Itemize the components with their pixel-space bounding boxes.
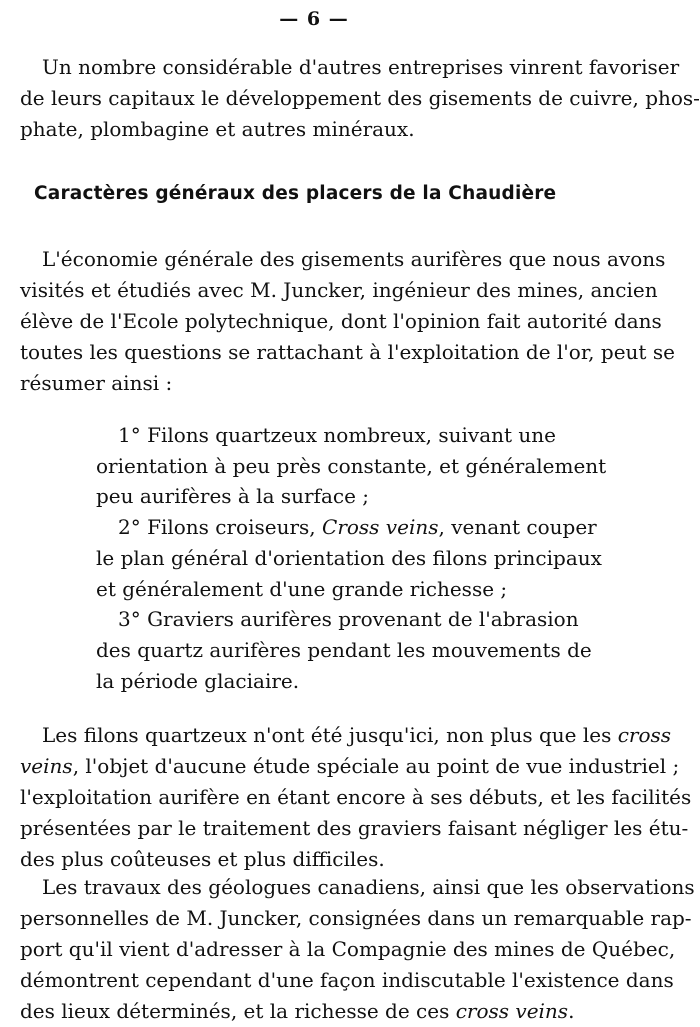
- travaux-line: personnelles de M. Juncker, consignées dans un remarquable rap-: [20, 906, 692, 930]
- list-item-3-line: 3° Graviers aurifères provenant de l'abrasion: [118, 607, 579, 632]
- summary-line: visités et étudiés avec M. Juncker, ingénieur des mines, ancien: [20, 278, 658, 302]
- list-item-2-line: le plan général d'orientation des filons principaux: [96, 545, 602, 570]
- travaux-line: [20, 996, 612, 1027]
- list-item-1-line: 1° Filons quartzeux nombreux, suivant une: [118, 423, 556, 447]
- travaux-line: Les travaux des géologues canadiens, ainsi que les observations: [42, 875, 695, 899]
- list-item-2-italic: Cross veins: [322, 515, 439, 540]
- filons-italic: cross: [617, 723, 672, 747]
- filons-line: [20, 720, 672, 751]
- filons-paragraph: [20, 720, 692, 875]
- travaux-paragraph: [20, 872, 695, 1027]
- filons-text: , l'objet d'aucune étude spéciale au point de vue industriel ;: [72, 754, 680, 778]
- travaux-line: port qu'il vient d'adresser à la Compagnie des mines de Québec,: [20, 937, 676, 961]
- list-item-2-line: et généralement d'une grande richesse ;: [96, 576, 508, 601]
- summary-line: L'économie générale des gisements aurifères que nous avons: [42, 247, 666, 271]
- intro-paragraph: [20, 52, 700, 145]
- summary-line: résumer ainsi :: [20, 371, 173, 395]
- numbered-list: [96, 420, 607, 696]
- summary-paragraph: [20, 244, 675, 399]
- filons-line: l'exploitation aurifère en étant encore à ses débuts, et les facilités: [20, 785, 692, 809]
- travaux-text: .: [568, 999, 575, 1023]
- list-item-1-line: peu aurifères à la surface ;: [96, 484, 370, 509]
- list-item-2-text: , venant couper: [438, 515, 597, 540]
- filons-line: [20, 751, 680, 782]
- page-number: — 6 —: [279, 8, 349, 30]
- travaux-text: des lieux déterminés, et la richesse de ces: [20, 999, 456, 1023]
- list-item-3-line: la période glaciaire.: [96, 668, 300, 693]
- list-item-1-line: orientation à peu près constante, et généralement: [96, 453, 607, 478]
- filons-line: des plus coûteuses et plus difficiles.: [20, 847, 385, 871]
- filons-italic: veins: [20, 754, 73, 778]
- travaux-italic: cross veins: [455, 999, 569, 1023]
- list-item-2-text: 2° Filons croiseurs,: [118, 515, 323, 540]
- list-item-2-line: [96, 512, 597, 543]
- filons-text: Les filons quartzeux n'ont été jusqu'ici, non plus que les: [42, 723, 618, 747]
- filons-line: présentées par le traitement des graviers faisant négliger les étu-: [20, 816, 689, 840]
- intro-line: Un nombre considérable d'autres entreprises vinrent favoriser: [42, 55, 680, 79]
- summary-line: élève de l'Ecole polytechnique, dont l'opinion fait autorité dans: [20, 309, 662, 333]
- list-item-3-line: des quartz aurifères pendant les mouvements de: [96, 637, 592, 662]
- travaux-line: démontrent cependant d'une façon indiscutable l'existence dans: [20, 968, 674, 992]
- intro-line: de leurs capitaux le développement des gisements de cuivre, phos-: [20, 86, 700, 110]
- intro-line: phate, plombagine et autres minéraux.: [20, 117, 415, 141]
- section-heading: Caractères généraux des placers de la Chaudière: [34, 183, 557, 204]
- summary-line: toutes les questions se rattachant à l'exploitation de l'or, peut se: [20, 340, 675, 364]
